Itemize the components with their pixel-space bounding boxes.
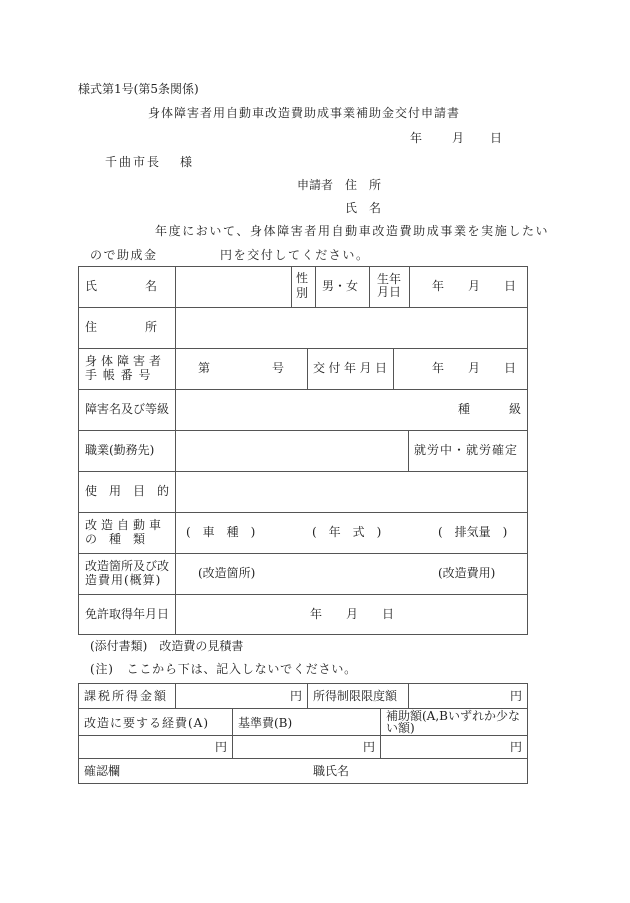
address-label: 住 所 [85, 320, 158, 334]
yen: 円 [509, 689, 522, 703]
staff-name-label: 職氏名 [313, 764, 350, 778]
issue-date-label: 交付年月日 [313, 361, 391, 375]
yen: 円 [214, 740, 227, 754]
modification-label-1: 改造箇所及び改 [85, 559, 170, 573]
date-year: 年 [410, 131, 423, 145]
sex-label-cell [291, 266, 316, 308]
modification-field[interactable] [175, 553, 528, 595]
handbook-number-field[interactable] [175, 348, 308, 390]
confirmation-row[interactable] [78, 758, 528, 784]
standard-b-field[interactable] [232, 735, 381, 759]
handbook-label-2: 手 帳 番 号 [85, 368, 152, 382]
vehicle-year: ( 年 式 ) [312, 525, 382, 539]
vehicle-label-2: の 種 類 [85, 532, 146, 546]
employment-status: 就労中・就労確定 [414, 443, 519, 457]
vehicle-displacement: ( 排気量 ) [438, 525, 508, 539]
income-limit-label-cell [307, 683, 409, 709]
purpose-field[interactable] [175, 471, 528, 513]
handbook-label-1: 身体障害者 [85, 354, 166, 368]
handbook-no-suffix: 号 [272, 361, 285, 375]
issue-date-label-cell [307, 348, 394, 390]
address-label-cell [78, 307, 176, 349]
issue-date: 年 月 日 [432, 361, 517, 375]
cost-a-label-cell [78, 708, 233, 736]
date-day: 日 [490, 131, 503, 145]
birth-label-2: 月日 [377, 285, 402, 299]
sex-label-1: 性 [296, 271, 309, 285]
birth-label-cell [369, 266, 410, 308]
form-number: 様式第1号(第5条関係) [78, 82, 199, 96]
caution-note: (注) ここから下は、記入しないでください。 [90, 662, 357, 676]
issue-date-field[interactable] [393, 348, 528, 390]
disability-label: 障害名及び等級 [85, 402, 170, 416]
taxable-income-label-cell [78, 683, 176, 709]
subsidy-field[interactable] [380, 735, 528, 759]
subsidy-label-cell [380, 708, 528, 736]
handbook-label-cell [78, 348, 176, 390]
sex-label-2: 別 [296, 286, 309, 300]
taxable-income-label: 課税所得金額 [84, 689, 169, 703]
yen: 円 [362, 740, 375, 754]
standard-b-label-cell [232, 708, 381, 736]
vehicle-field[interactable] [175, 512, 528, 554]
confirm-label: 確認欄 [84, 764, 121, 778]
vehicle-label-1: 改造自動車 [85, 518, 166, 532]
body-line-2a: ので助成金 [90, 248, 158, 262]
income-limit-label: 所得制限限度額 [313, 689, 398, 703]
name-field[interactable] [175, 266, 292, 308]
yen: 円 [289, 689, 302, 703]
occupation-field[interactable] [175, 430, 409, 472]
modification-cost: (改造費用) [438, 566, 496, 580]
vehicle-type: ( 車 種 ) [186, 525, 256, 539]
body-line-2b: 円を交付してください。 [220, 248, 370, 262]
taxable-income-field[interactable] [175, 683, 308, 709]
applicant-address-label: 住 所 [345, 178, 382, 192]
addressee: 千曲市長 [105, 155, 162, 169]
occupation-label: 職業(勤務先) [85, 443, 155, 457]
sex-options: 男・女 [322, 279, 359, 293]
income-limit-field[interactable] [408, 683, 528, 709]
modification-label-2: 造費用(概算) [85, 573, 162, 587]
yen: 円 [509, 740, 522, 754]
subsidy-label-1: 補助額(A,Bいずれか少な [386, 709, 520, 723]
purpose-label-cell [78, 471, 176, 513]
name-label: 氏 名 [85, 279, 158, 293]
modification-parts: (改造箇所) [198, 566, 256, 580]
address-field[interactable] [175, 307, 528, 349]
applicant-label: 申請者 [297, 178, 334, 192]
subsidy-label-2: い額) [386, 721, 415, 735]
cost-a-field[interactable] [78, 735, 233, 759]
sex-field[interactable] [315, 266, 370, 308]
honorific: 様 [180, 155, 193, 169]
modification-label-cell [78, 553, 176, 595]
vehicle-label-cell [78, 512, 176, 554]
occupation-label-cell [78, 430, 176, 472]
applicant-name-label: 氏 名 [345, 201, 382, 215]
license-date: 年 月 日 [310, 607, 395, 621]
disability-label-cell [78, 389, 176, 431]
cost-a-label: 改造に要する経費(A) [84, 716, 210, 730]
employment-status-field[interactable] [408, 430, 528, 472]
disability-kind: 種 [458, 402, 471, 416]
standard-b-label: 基準費(B) [238, 716, 293, 730]
license-label-cell [78, 594, 176, 635]
birth-date: 年 月 日 [432, 279, 517, 293]
body-line-1: 年度において、身体障害者用自動車改造費助成事業を実施したい [155, 224, 550, 238]
name-label-cell [78, 266, 176, 308]
disability-field[interactable] [175, 389, 528, 431]
handbook-no-prefix: 第 [198, 361, 211, 375]
page-title: 身体障害者用自動車改造費助成事業補助金交付申請書 [148, 106, 461, 120]
license-label: 免許取得年月日 [85, 607, 170, 621]
license-date-field[interactable] [175, 594, 528, 635]
attachment-note: (添付書類) 改造費の見積書 [90, 639, 244, 653]
purpose-label: 使 用 目 的 [85, 484, 170, 498]
disability-grade: 級 [509, 402, 522, 416]
birth-date-field[interactable] [409, 266, 528, 308]
birth-label-1: 生年 [377, 272, 402, 286]
date-month: 月 [452, 131, 465, 145]
